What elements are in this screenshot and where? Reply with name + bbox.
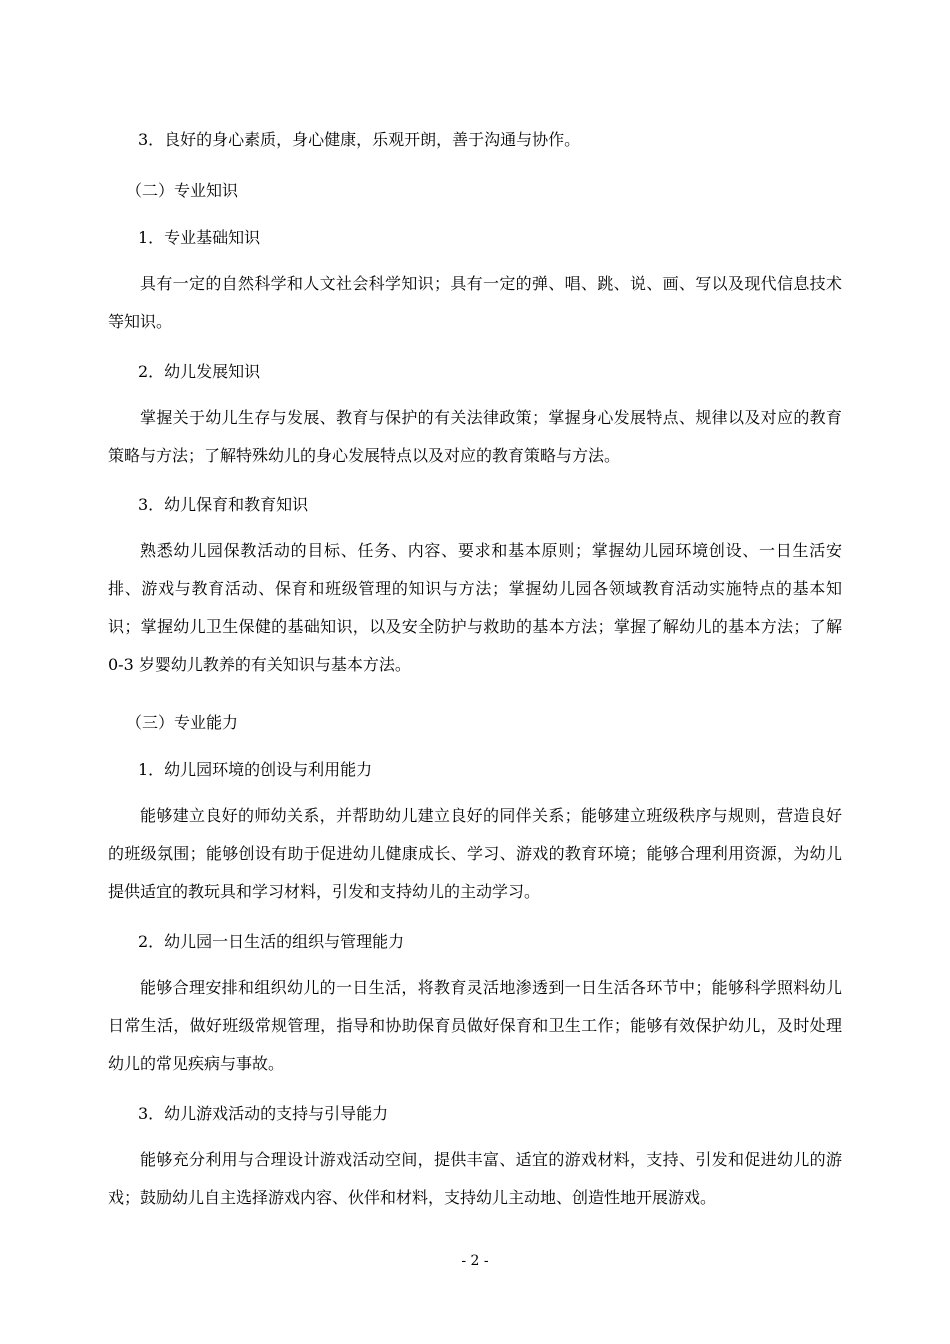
body-paragraph: 能够建立良好的师幼关系，并帮助幼儿建立良好的同伴关系；能够建立班级秩序与规则，营造良好的班级氛围；能够创设有助于促进幼儿健康成长、学习、游戏的教育环境；能够合理利用资源，为幼儿提供适宜的教玩具和学习材料，引发和支持幼儿的主动学习。: [108, 806, 842, 901]
body-paragraph: 能够充分利用与合理设计游戏活动空间，提供丰富、适宜的游戏材料，支持、引发和促进幼儿的游戏；鼓励幼儿自主选择游戏内容、伙伴和材料，支持幼儿主动地、创造性地开展游戏。: [108, 1150, 842, 1207]
body-paragraph: 掌握关于幼儿生存与发展、教育与保护的有关法律政策；掌握身心发展特点、规律以及对应的教育策略与方法；了解特殊幼儿的身心发展特点以及对应的教育策略与方法。: [108, 408, 842, 465]
body-paragraph: 能够合理安排和组织幼儿的一日生活，将教育灵活地渗透到一日生活各环节中；能够科学照料幼儿日常生活，做好班级常规管理，指导和协助保育员做好保育和卫生工作；能够有效保护幼儿，及时处理幼儿的常见疾病与事故。: [108, 978, 842, 1073]
page-number: - 2 -: [461, 1253, 489, 1269]
subsection-heading: 3．幼儿保育和教育知识: [138, 495, 309, 514]
subsection-heading: 1．幼儿园环境的创设与利用能力: [138, 760, 373, 779]
body-paragraph: 熟悉幼儿园保教活动的目标、任务、内容、要求和基本原则；掌握幼儿园环境创设、一日生活安排、游戏与教育活动、保育和班级管理的知识与方法；掌握幼儿园各领域教育活动实施特点的基本知识；掌握幼儿卫生保健的基础知识，以及安全防护与救助的基本方法；掌握了解幼儿的基本方法；了解 0-3 岁婴幼儿教养的有关知识与基本方法。: [108, 541, 842, 674]
subsection-heading: 2．幼儿发展知识: [138, 362, 261, 381]
section-heading: （三）专业能力: [126, 713, 239, 732]
section-heading: （二）专业知识: [126, 181, 239, 200]
list-item-heading: 3．良好的身心素质，身心健康，乐观开朗，善于沟通与协作。: [138, 130, 581, 149]
subsection-heading: 1．专业基础知识: [138, 228, 261, 247]
subsection-heading: 3．幼儿游戏活动的支持与引导能力: [138, 1104, 389, 1123]
body-paragraph: 具有一定的自然科学和人文社会科学知识；具有一定的弹、唱、跳、说、画、写以及现代信息技术等知识。: [108, 274, 842, 331]
subsection-heading: 2．幼儿园一日生活的组织与管理能力: [138, 932, 405, 951]
